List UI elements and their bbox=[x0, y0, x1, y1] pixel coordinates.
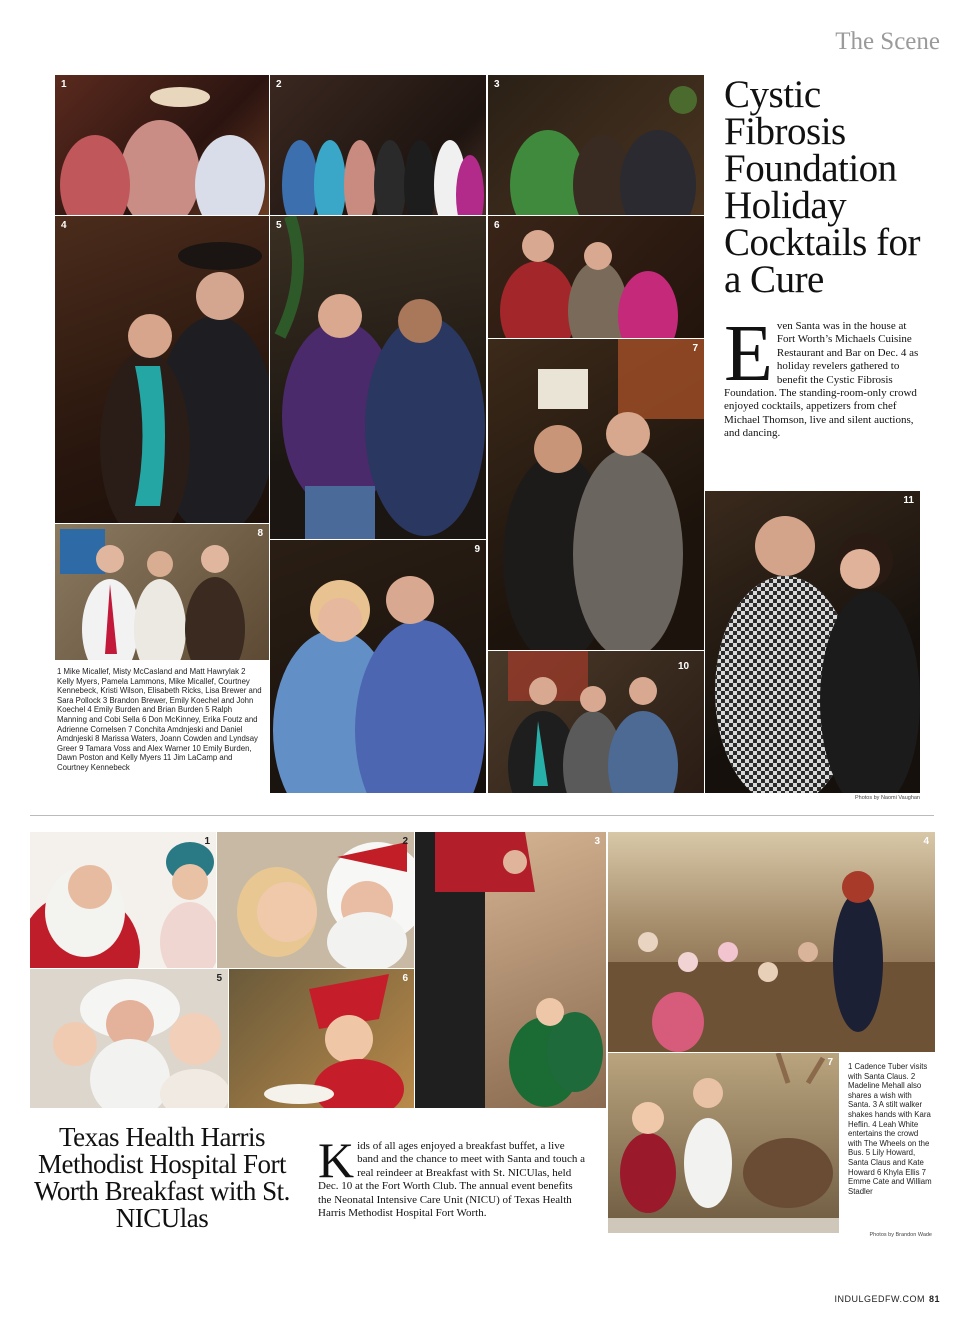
section-header: The Scene bbox=[835, 28, 940, 55]
event1-photo-credit: Photos by Naomi Vaughan bbox=[854, 795, 920, 801]
event2-body-text: ids of all ages enjoyed a breakfast buffet, a live band and the chance to meet with Santa and touch a real reindeer at Breakfast with St. NICUlas, held Dec. 10 at the Fort Worth Club. The annual event benefits the Neonatal Intensive Care Unit (NICU) of Texas Health Harris Methodist Hospital Fort Worth. bbox=[318, 1140, 585, 1220]
photo-number: 6 bbox=[494, 220, 500, 231]
event1-captions: 1 Mike Micallef, Misty McCasland and Matt Hawrylak 2 Kelly Myers, Pamela Lammons, Mike Micallef, Courtney Kennebeck, Kristi Wilson, Elisabeth Ricks, Lisa Brewer and Sara Pollock 3 Brandon Brewer, Emily Koechel and John Koechel 4 Emily Burden and Brian Burden 5 Ralph Manning and Cobi Sella 6 Don McKinney, Erika Foutz and Adrienne Cornelsen 7 Conchita Amdnjeski and Daniel Amdnjeski 8 Marissa Waters, Joann Cowden and Lyndsay Greer 9 Tamara Voss and Alex Warner 10 Emily Burden, Dawn Poston and Kelly Myers 11 Jim LaCamp and Courtney Kennebeck bbox=[57, 667, 262, 772]
footer-site[interactable]: INDULGEDFW.COM bbox=[834, 1294, 925, 1304]
photo-6 bbox=[488, 216, 704, 338]
photo-number: 9 bbox=[474, 544, 480, 555]
photo-number: 1 bbox=[61, 79, 67, 90]
event1-title: Cystic Fibrosis Foundation Holiday Cocktails for a Cure bbox=[724, 73, 921, 301]
photo-number: 7 bbox=[692, 343, 698, 354]
photo-b3 bbox=[415, 832, 606, 1108]
photo-10 bbox=[488, 651, 704, 793]
event2-captions: 1 Cadence Tuber visits with Santa Claus. 2 Madeline Mehall also shares a wish with Santa. 3 A stilt walker shakes hands with Kara Heflin. 4 Leah White entertains the crowd with The Wheels on the Bus. 5 Lily Howard, Santa Claus and Kate Howard 6 Khyla Ellis 7 Emme Cate and William Stadler bbox=[848, 1062, 932, 1196]
photo-number: 1 bbox=[204, 836, 210, 847]
event2-dropcap: K bbox=[318, 1132, 355, 1188]
photo-b6 bbox=[229, 969, 414, 1108]
photo-b5 bbox=[30, 969, 228, 1108]
photo-2 bbox=[270, 75, 486, 215]
photo-1 bbox=[55, 75, 269, 215]
photo-number: 2 bbox=[402, 836, 408, 847]
section-divider bbox=[30, 815, 934, 816]
event1-body-text: ven Santa was in the house at Fort Worth’s Michaels Cuisine Restaurant and Bar on Dec. 4 as holiday revelers gathered to benefit the Cystic Fibrosis Foundation. The standing-room-only crowd enjoyed cocktails, appetizers from chef Michael Thomson, live and silent auctions, and dancing. bbox=[724, 320, 919, 440]
photo-number: 8 bbox=[257, 528, 263, 539]
photo-number: 7 bbox=[827, 1057, 833, 1068]
event2-title: Texas Health Harris Methodist Hospital Fort Worth Breakfast with St. NICUlas bbox=[34, 1122, 290, 1233]
photo-4 bbox=[55, 216, 269, 523]
photo-9 bbox=[270, 540, 486, 793]
photo-number: 5 bbox=[276, 220, 282, 231]
photo-number: 4 bbox=[61, 220, 67, 231]
photo-number: 4 bbox=[923, 836, 929, 847]
photo-b2 bbox=[217, 832, 414, 968]
page-number: 81 bbox=[928, 1294, 940, 1304]
photo-5 bbox=[270, 216, 486, 539]
event2-photo-credit: Photos by Brandon Wade bbox=[869, 1232, 932, 1238]
photo-number: 2 bbox=[276, 79, 282, 90]
photo-b4 bbox=[608, 832, 935, 1052]
event2-body bbox=[318, 1132, 586, 1220]
photo-number: 3 bbox=[494, 79, 500, 90]
photo-number: 6 bbox=[402, 973, 408, 984]
photo-7 bbox=[488, 339, 704, 650]
event1-dropcap: E bbox=[724, 310, 773, 398]
photo-8 bbox=[55, 524, 269, 660]
photo-number: 3 bbox=[594, 836, 600, 847]
event1-body bbox=[724, 310, 922, 441]
photo-number: 10 bbox=[678, 661, 690, 672]
photo-11 bbox=[705, 491, 920, 793]
photo-b1 bbox=[30, 832, 216, 968]
photo-3 bbox=[488, 75, 704, 215]
page-footer bbox=[834, 1294, 940, 1304]
photo-number: 5 bbox=[216, 973, 222, 984]
photo-number: 11 bbox=[903, 495, 914, 506]
photo-b7 bbox=[608, 1053, 839, 1233]
